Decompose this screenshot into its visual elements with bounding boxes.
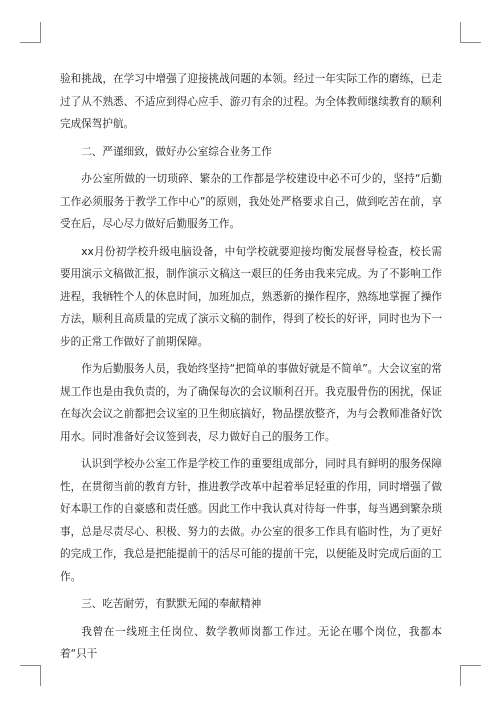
paragraph: xx月份初学校升级电脑设备，中旬学校就要迎接均衡发展督导检查，校长需要用演示文稿做汇报，制作演示文稿这一艰巨的任务由我来完成。为了不影响工作进程，我牺牲个人的休息时间，加班加点，熟悉新的操作程序，熟练地掌握了操作方法，顺利且高质量的完成了演示文稿的制作，得到了校长的好评，同时也为下一步的正常工作做好了前期保障。 — [60, 245, 442, 348]
crop-mark-bottom-right — [460, 665, 481, 686]
paragraph: 认识到学校办公室工作是学校工作的重要组成部分，同时具有鲜明的服务保障性，在贯彻当前的教育方针，推进教学改革中起着举足轻重的作用，同时增强了做好本职工作的自豪感和责任感。因此工作中我认真对待每一件事，每当遇到繁杂琐事，总是尽责尽心、积极、努力的去做。办公室的很多工作具有临时性，为了更好的完成工作，我总是把能提前干的活尽可能的提前干完，以便能及时完成后面的工作。 — [60, 458, 442, 583]
document-body — [60, 68, 442, 671]
crop-mark-bottom-left — [20, 665, 41, 686]
paragraph: 办公室所做的一切琐碎、繁杂的工作都是学校建设中必不可少的，坚持“后勤工作必须服务于教学工作中心”的原则，我处处严格要求自己，做到吃苦在前，享受在后，尽心尽力做好后勤服务工作。 — [60, 173, 442, 230]
crop-mark-top-right — [460, 22, 481, 43]
paragraph: 我曾在一线班主任岗位、数学教师岗都工作过。无论在哪个岗位，我都本着“只干 — [60, 625, 442, 660]
paragraph: 作为后勤服务人员，我始终坚持“把简单的事做好就是不简单”。大会议室的常规工作也是由我负责的，为了确保每次的会议顺利召开。我克服骨伤的困扰，保证在每次会议之前都把会议室的卫生彻底搞好，物品摆放整齐，为与会教师准备好饮用水。同时准备好会议签到表，尽力做好自己的服务工作。 — [60, 363, 442, 443]
section-heading: 三、吃苦耐劳，有默默无闻的奉献精神 — [81, 598, 262, 610]
section-heading: 二、严谨细致，做好办公室综合业务工作 — [81, 145, 272, 158]
paragraph: 验和挑战，在学习中增强了迎接挑战问题的本领。经过一年实际工作的磨练，已走过了从不熟悉、不适应到得心应手、游刃有余的过程。为全体教师继续教育的顺利完成保驾护航。 — [60, 73, 442, 130]
crop-mark-top-left — [20, 22, 41, 43]
